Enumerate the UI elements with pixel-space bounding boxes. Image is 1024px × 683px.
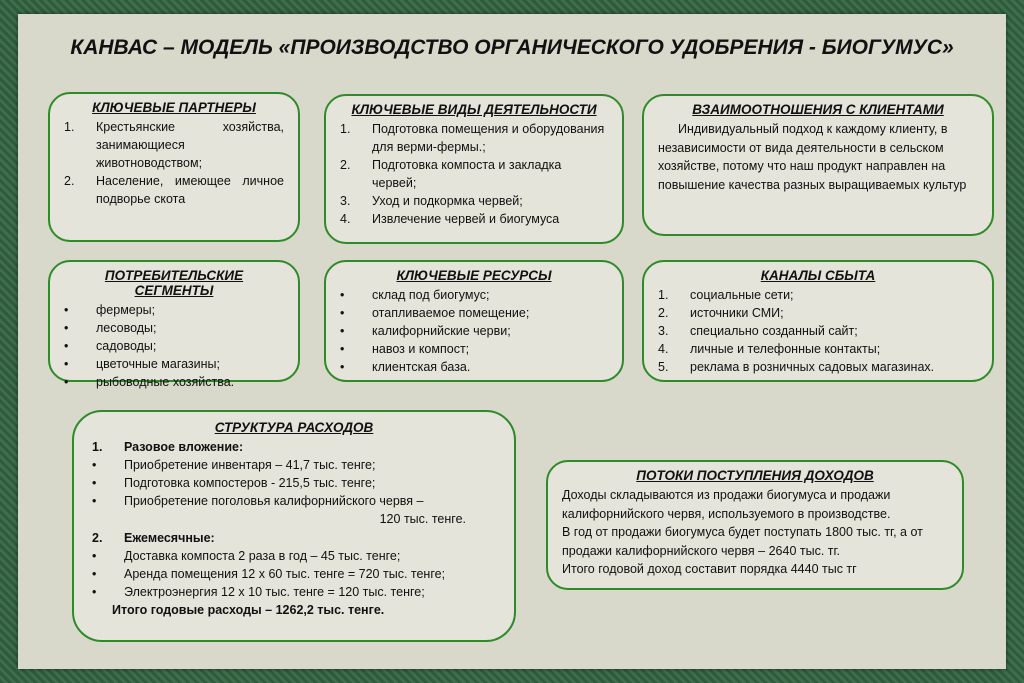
cost-structure-heading: СТРУКТУРА РАСХОДОВ bbox=[214, 420, 374, 435]
list-item: 2. источники СМИ; bbox=[658, 306, 784, 320]
sales-channels-box bbox=[642, 260, 994, 382]
list-item: • склад под биогумус; bbox=[340, 288, 490, 302]
customer-relations-heading: ВЗАИМООТНОШЕНИЯ С КЛИЕНТАМИ bbox=[692, 102, 944, 117]
key-activities-box bbox=[324, 94, 624, 244]
revenue-streams-box bbox=[546, 460, 964, 590]
consumer-segments-box bbox=[48, 260, 300, 389]
key-partners-heading: КЛЮЧЕВЫЕ ПАРТНЕРЫ bbox=[92, 100, 256, 115]
revenue-line: В год от продажи биогумуса будет поступать 1800 тыс. тг, а от продажи калифорнийского червя – 2640 тыс. тг. bbox=[562, 525, 923, 558]
list-item: • фермеры; bbox=[64, 303, 156, 317]
list-item: • Доставка компоста 2 раза в год – 45 тыс. тенге; bbox=[92, 548, 401, 563]
list-item: 1. социальные сети; bbox=[658, 288, 794, 302]
key-activities-heading: КЛЮЧЕВЫЕ ВИДЫ ДЕЯТЕЛЬНОСТИ bbox=[351, 102, 597, 117]
list-item: • навоз и компост; bbox=[340, 342, 470, 356]
revenue-line: Итого годовой доход составит порядка 4440 тыс тг bbox=[562, 562, 857, 576]
list-item: 4. Извлечение червей и биогумуса bbox=[340, 212, 560, 226]
list-item: • рыбоводные хозяйства. bbox=[64, 375, 235, 389]
list-item: • Приобретение инвентаря – 41,7 тыс. тенге; bbox=[92, 458, 376, 472]
list-item: 2. Ежемесячные: bbox=[92, 530, 215, 545]
list-item: • Приобретение поголовья калифорнийского червя – bbox=[92, 494, 424, 508]
list-item: 1. Подготовка помещения и оборудования для верми-фермы.; bbox=[340, 122, 605, 154]
list-item: • цветочные магазины; bbox=[64, 357, 220, 371]
key-resources-box bbox=[324, 260, 624, 382]
key-partners-box bbox=[48, 92, 300, 242]
customer-relations-text: Индивидуальный подход к каждому клиенту, в независимости от вида деятельности в сельском хозяйстве, потому что наш продукт направлен на повышение качества разных выращиваемых культур bbox=[658, 122, 967, 192]
page-title: КАНВАС – МОДЕЛЬ «ПРОИЗВОДСТВО ОРГАНИЧЕСКОГО УДОБРЕНИЯ - БИОГУМУС» bbox=[70, 36, 954, 59]
list-item: 1. Разовое вложение: bbox=[92, 440, 244, 454]
list-item: • калифорнийские черви; bbox=[340, 324, 511, 338]
cost-continuation: 120 тыс. тенге. bbox=[379, 512, 466, 526]
consumer-segments-heading: ПОТРЕБИТЕЛЬСКИЕ СЕГМЕНТЫ bbox=[104, 268, 244, 298]
total-costs: Итого годовые расходы – 1262,2 тыс. тенге. bbox=[112, 602, 385, 617]
list-item: 3. специально созданный сайт; bbox=[658, 324, 858, 338]
list-item: 1. Крестьянские хозяйства, занимающиеся животноводством; bbox=[64, 120, 284, 170]
key-resources-heading: КЛЮЧЕВЫЕ РЕСУРСЫ bbox=[396, 268, 552, 283]
list-item: • Электроэнергия 12 х 10 тыс. тенге = 120 тыс. тенге; bbox=[92, 584, 425, 599]
canvas-panel bbox=[18, 14, 1006, 669]
list-item: • Аренда помещения 12 х 60 тыс. тенге = 720 тыс. тенге; bbox=[92, 566, 446, 581]
list-item: • отапливаемое помещение; bbox=[340, 306, 530, 320]
customer-relations-box bbox=[642, 94, 994, 236]
list-item: • лесоводы; bbox=[64, 321, 157, 335]
list-item: 3. Уход и подкормка червей; bbox=[340, 194, 523, 208]
list-item: 4. личные и телефонные контакты; bbox=[658, 342, 881, 356]
list-item: • садоводы; bbox=[64, 339, 157, 353]
revenue-line: Доходы складываются из продажи биогумуса и продажи калифорнийского червя, используемого в производстве. bbox=[562, 488, 891, 521]
list-item: 2. Подготовка компоста и закладка червей; bbox=[340, 158, 562, 190]
list-item: 2. Население, имеющее личное подворье скота bbox=[64, 174, 284, 206]
revenue-streams-heading: ПОТОКИ ПОСТУПЛЕНИЯ ДОХОДОВ bbox=[636, 468, 874, 483]
cost-structure-box bbox=[72, 410, 516, 642]
sales-channels-heading: КАНАЛЫ СБЫТА bbox=[760, 268, 876, 283]
list-item: 5. реклама в розничных садовых магазинах. bbox=[658, 360, 935, 374]
list-item: • клиентская база. bbox=[340, 360, 471, 374]
list-item: • Подготовка компостеров - 215,5 тыс. тенге; bbox=[92, 476, 376, 490]
